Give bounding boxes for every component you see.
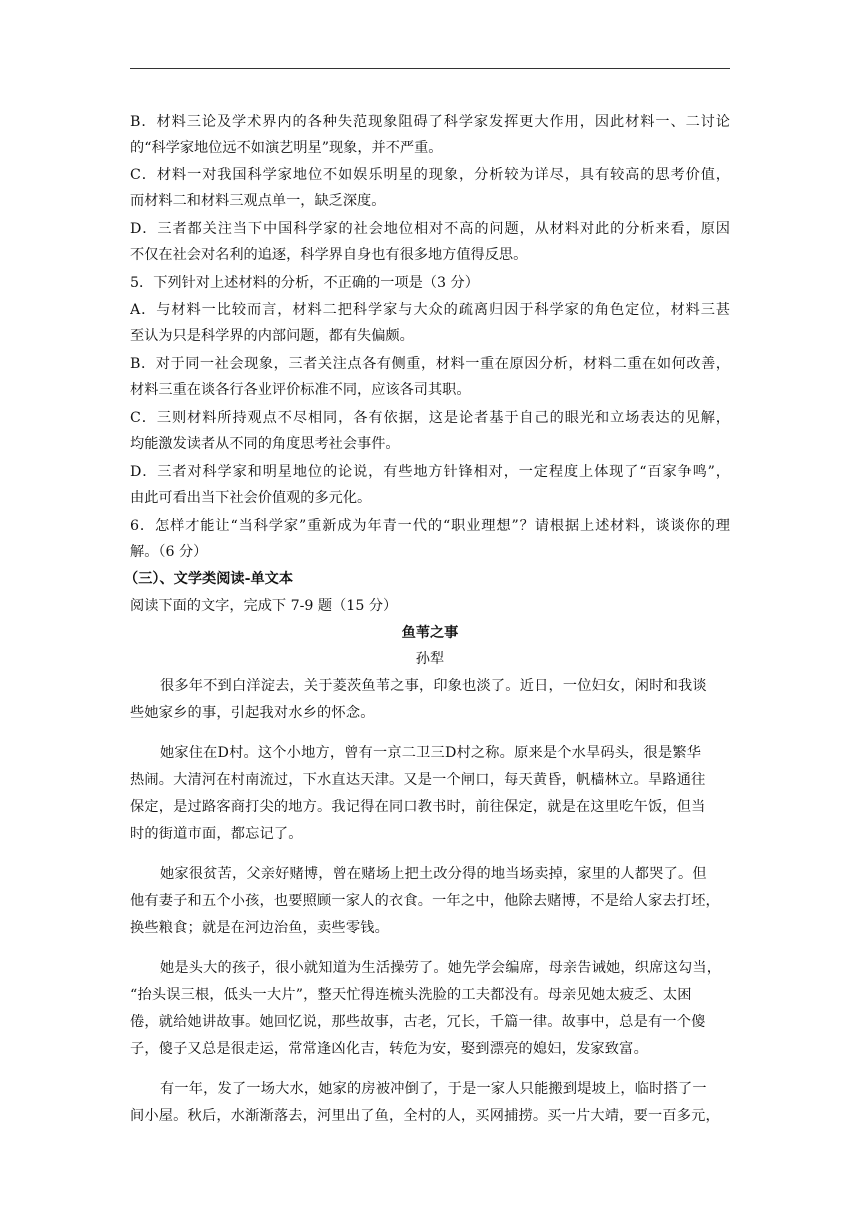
story-line: 间小屋。秋后，水渐渐落去，河里出了鱼，全村的人，买网捕捞。买一片大靖，要一百多元， xyxy=(130,1108,720,1124)
q4-option-d-line2: 不仅在社会对名利的追逐，科学界自身也有很多地方值得反思。 xyxy=(130,247,528,263)
q5-option-a-line2: 至认为只是科学界的内部问题，都有失偏颇。 xyxy=(130,328,414,344)
story-line: 她是头大的孩子，很小就知道为生活操劳了。她先学会编席，母亲告诫她，织席这勾当， xyxy=(160,960,722,976)
story-line: 时的街道市面，都忘记了。 xyxy=(130,826,303,842)
q4-option-b-line2: 的“科学家地位远不如演艺明星”现象，并不严重。 xyxy=(130,140,443,156)
q5-option-d-line1: D．三者对科学家和明星地位的论说，有些地方针锋相对，一定程度上体现了“百家争鸣”， xyxy=(130,464,730,480)
story-line: 有一年，发了一场大水，她家的房被冲倒了，于是一家人只能搬到堤坡上，临时搭了一 xyxy=(160,1081,707,1097)
q6-line2: 解。（6 分） xyxy=(130,544,208,560)
story-line: 换些粮食；就是在河边治鱼，卖些零钱。 xyxy=(130,920,389,936)
story-line: 子，傻子又总是很走运，常常逢凶化吉，转危为安，娶到漂亮的媳妇，发家致富。 xyxy=(130,1041,648,1057)
q5-option-a-line1: A．与材料一比较而言，材料二把科学家与大众的疏离归因于科学家的角色定位，材料三甚 xyxy=(130,302,730,318)
q4-option-c-line2: 而材料二和材料三观点单一，缺乏深度。 xyxy=(130,193,386,209)
story-line: 些她家乡的事，引起我对水乡的怀念。 xyxy=(130,705,375,721)
story-title: 鱼苇之事 xyxy=(401,625,459,641)
q6-line1: 6．怎样才能让“当科学家”重新成为年青一代的“职业理想”？请根据上述材料，谈谈你的理 xyxy=(130,518,730,534)
q5-option-d-line2: 由此可看出当下社会价值观的多元化。 xyxy=(130,490,372,506)
q5-option-c-line2: 均能激发读者从不同的角度思考社会事件。 xyxy=(130,436,400,452)
story-line: 她家很贫苦，父亲好赌博，曾在赌场上把土改分得的地当场卖掉，家里的人都哭了。但 xyxy=(160,866,707,882)
story-line: 他有妻子和五个小孩，也要照顾一家人的衣食。一年之中，他除去赌博，不是给人家去打坯， xyxy=(130,893,720,909)
story-line: 热闹。大清河在村南流过，下水直达天津。又是一个闸口，每天黄昏，帆樯林立。旱路通往 xyxy=(130,772,706,788)
header-rule xyxy=(130,68,730,69)
reading-instruction: 阅读下面的文字，完成下 7-9 题（15 分） xyxy=(130,598,398,614)
story-line: 很多年不到白洋淀去，关于菱茨鱼苇之事，印象也淡了。近日，一位妇女，闲时和我谈 xyxy=(160,678,707,694)
q5-option-b-line2: 材料三重在谈各行各业评价标准不同，应该各司其职。 xyxy=(130,382,471,398)
q4-option-b-line1: B．材料三论及学术界内的各种失范现象阻碍了科学家发挥更大作用，因此材料一、二讨论 xyxy=(130,114,730,130)
q4-option-c-line1: C．材料一对我国科学家地位不如娱乐明星的现象，分析较为详尽，具有较高的思考价值， xyxy=(130,167,730,183)
story-line: 保定，是过路客商打尖的地方。我记得在同口教书时，前往保定，就是在这里吃午饭，但当 xyxy=(130,799,706,815)
q5-stem: 5．下列针对上述材料的分析，不正确的一项是（3 分） xyxy=(130,275,479,291)
story-author: 孙犁 xyxy=(415,651,445,667)
q5-option-b-line1: B．对于同一社会现象，三者关注点各有侧重，材料一重在原因分析，材料二重在如何改善， xyxy=(130,356,730,372)
q5-option-c-line1: C．三则材料所持观点不尽相同，各有依据，这是论者基于自己的眼光和立场表达的见解， xyxy=(130,410,730,426)
story-line: 倦，就给她讲故事。她回忆说，那些故事，古老，冗长，千篇一律。故事中，总是有一个傻 xyxy=(130,1014,706,1030)
story-line: “抬头误三根，低头一大片”，整天忙得连梳头洗脸的工夫都没有。母亲见她太疲乏、太困 xyxy=(130,987,692,1003)
story-line: 她家住在D村。这个小地方，曾有一京二卫三D村之称。原来是个水旱码头，很是繁华 xyxy=(160,745,702,761)
section-title: （三）、文学类阅读-单文本 xyxy=(124,571,294,587)
q4-option-d-line1: D．三者都关注当下中国科学家的社会地位相对不高的问题，从材料对此的分析来看，原因 xyxy=(130,221,730,237)
